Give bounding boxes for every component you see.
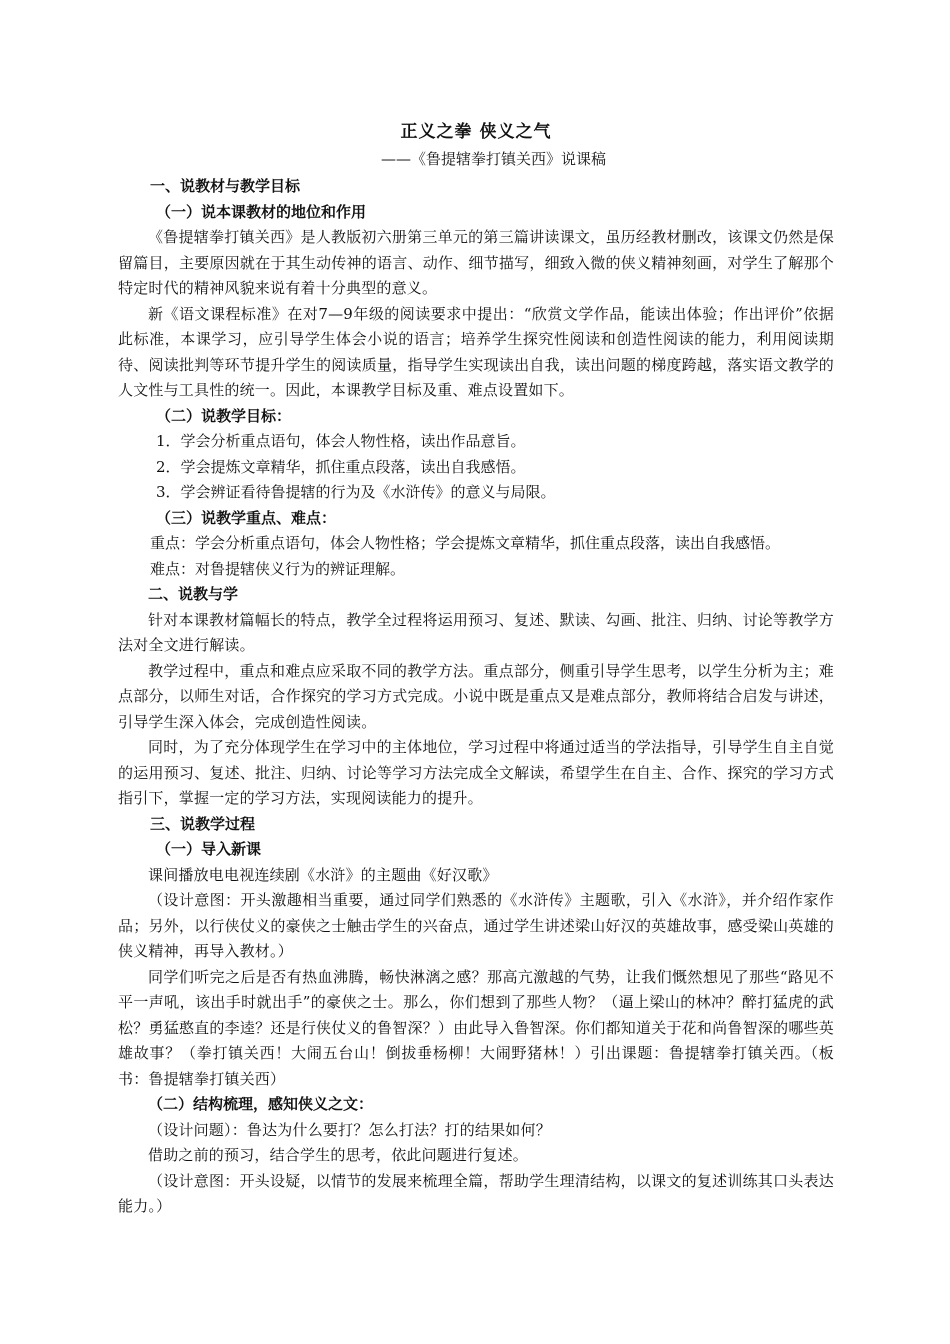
paragraph: （设计意图：开头设疑，以情节的发展来梳理全篇，帮助学生理清结构，以课文的复述训练其口头表达能力。） — [118, 1171, 834, 1215]
goal-item: 2．学会提炼文章精华，抓住重点段落，读出自我感悟。 — [156, 457, 526, 476]
paragraph: 教学过程中，重点和难点应采取不同的教学方法。重点部分，侧重引导学生思考，以学生分析为主；难点部分，以师生对话，合作探究的学习方式完成。小说中既是重点又是难点部分，教师将结合启发与讲述，引导学生深入体会，完成创造性阅读。 — [118, 661, 834, 731]
paragraph: 新《语文课程标准》在对7—9年级的阅读要求中提出：“欣赏文学作品，能读出体验；作出评价”依据此标准，本课学习，应引导学生体会小说的语言；培养学生探究性阅读和创造性阅读的能力，利用阅读期待、阅读批判等环节提升学生的阅读质量，指导学生实现读出自我，读出问题的梯度跨越，落实语文教学的人文性与工具性的统一。因此，本课教学目标及重、难点设置如下。 — [118, 304, 834, 399]
paragraph: 针对本课教材篇幅长的特点，教学全过程将运用预习、复述、默读、勾画、批注、归纳、讨论等教学方法对全文进行解读。 — [118, 610, 834, 654]
document-title: 正义之拳 侠义之气 — [400, 122, 552, 142]
paragraph: 借助之前的预习，结合学生的思考，依此问题进行复述。 — [148, 1146, 529, 1164]
paragraph: （设计问题）：鲁达为什么要打？怎么打法？打的结果如何？ — [148, 1120, 551, 1139]
section-2-heading: 二、说教与学 — [148, 585, 239, 603]
key-point: 重点：学会分析重点语句，体会人物性格；学会提炼文章精华，抓住重点段落，读出自我感悟。 — [150, 534, 781, 552]
section-1-heading: 一、说教材与教学目标 — [150, 177, 301, 195]
paragraph: 同时，为了充分体现学生在学习中的主体地位，学习过程中将通过适当的学法指导，引导学生自主自觉的运用预习、复述、批注、归纳、讨论等学习方法完成全文解读，希望学生在自主、合作、探究的学习方式指引下，掌握一定的学习方法，实现阅读能力的提升。 — [118, 738, 834, 807]
section-1-2-heading: （二）说教学目标： — [156, 406, 292, 425]
paragraph: 同学们听完之后是否有热血沸腾，畅快淋漓之感？那高亢激越的气势，让我们慨然想见了那些“路见不平一声吼，该出手时就出手”的豪侠之士。那么，你们想到了那些人物？（逼上梁山的林冲？醉打猛虎的武松？勇猛憨直的李逵？还是行侠仗义的鲁智深？）由此导入鲁智深。你们都知道关于花和尚鲁智深的哪些英雄故事？（拳打镇关西！大闹五台山！倒拔垂杨柳！大闹野猪林！）引出课题：鲁提辖拳打镇关西。（板书：鲁提辖拳打镇关西） — [118, 967, 834, 1088]
section-3-1-heading: （一）导入新课 — [156, 840, 262, 858]
paragraph: 《鲁提辖拳打镇关西》是人教版初六册第三单元的第三篇讲读课文，虽历经教材删改，该课文仍然是保留篇目，主要原因就在于其生动传神的语言、动作、细节描写，细致入微的侠义精神刻画，对学生了解那个特定时代的精神风貌来说有着十分典型的意义。 — [118, 228, 834, 297]
paragraph: 课间播放电电视连续剧《水浒》的主题曲《好汉歌》 — [148, 865, 498, 884]
section-3-2-heading: （二）结构梳理，感知侠义之文： — [148, 1095, 374, 1113]
difficult-point: 难点：对鲁提辖侠义行为的辨证理解。 — [150, 559, 406, 578]
document-body — [118, 118, 834, 1220]
section-1-3-heading: （三）说教学重点、难点： — [156, 508, 337, 527]
document-subtitle: ——《鲁提辖拳打镇关西》说课稿 — [380, 150, 606, 168]
goal-item: 1．学会分析重点语句，体会人物性格，读出作品意旨。 — [156, 432, 526, 450]
section-1-1-heading: （一）说本课教材的地位和作用 — [156, 202, 367, 221]
paragraph: （设计意图：开头激趣相当重要，通过同学们熟悉的《水浒传》主题歌，引入《水浒》，并介绍作家作品；另外，以行侠仗义的豪侠之士触击学生的兴奋点，通过学生讲述梁山好汉的英雄故事，感受梁山英雄的侠义精神，再导入教材。） — [118, 891, 834, 960]
goal-item: 3．学会辨证看待鲁提辖的行为及《水浒传》的意义与局限。 — [156, 483, 556, 501]
section-3-heading: 三、说教学过程 — [150, 814, 256, 833]
